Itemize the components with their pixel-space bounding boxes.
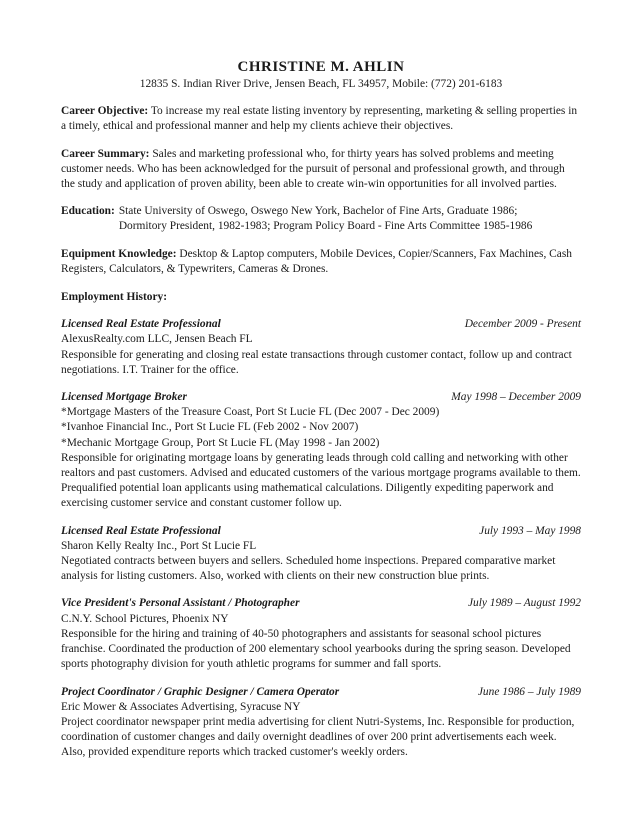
- job-entry: [61, 524, 581, 585]
- job-date: May 1998 – December 2009: [451, 391, 581, 404]
- equipment-text: Desktop & Laptop computers, Mobile Devices, Copier/Scanners, Fax Machines, Cash Registers, Calculators, & Typewriters, Cameras & Drones.: [61, 247, 572, 275]
- job-line: AlexusRealty.com LLC, Jensen Beach FL: [61, 333, 253, 346]
- career-summary-label: Career Summary:: [61, 147, 150, 160]
- job-title: Licensed Real Estate Professional: [61, 318, 221, 331]
- job-line: Responsible for generating and closing real estate transactions through customer contact, follow up and contract negotiations. I.T. Trainer for the office.: [61, 348, 572, 376]
- education-label: Education:: [61, 205, 115, 218]
- job-line: *Mortgage Masters of the Treasure Coast, Port St Lucie FL (Dec 2007 - Dec 2009): [61, 406, 440, 419]
- job-date: July 1989 – August 1992: [467, 597, 581, 610]
- job-line: *Ivanhoe Financial Inc., Port St Lucie FL (Feb 2002 - Nov 2007): [61, 421, 359, 434]
- education-section: [61, 204, 581, 234]
- job-line: C.N.Y. School Pictures, Phoenix NY: [61, 612, 229, 625]
- equipment-label: Equipment Knowledge:: [61, 247, 177, 260]
- career-objective-section: [61, 104, 581, 134]
- career-summary-text: Sales and marketing professional who, for thirty years has solved problems and meeting customer needs. Who has been acknowledged for the pursuit of personal and professional growth, and through the study and application of proven ability, been able to create win-win opportunities for all involved parties.: [61, 147, 565, 191]
- education-line: Dormitory President, 1982-1983; Program Policy Board - Fine Arts Committee 1985-1986: [118, 220, 533, 233]
- job-title: Licensed Mortgage Broker: [61, 391, 187, 404]
- job-date: July 1993 – May 1998: [479, 524, 581, 537]
- education-lines: [119, 204, 533, 234]
- career-objective-label: Career Objective:: [61, 105, 149, 118]
- job-entry: [61, 317, 581, 378]
- job-title: Licensed Real Estate Professional: [61, 524, 221, 537]
- career-summary-section: [61, 147, 581, 193]
- job-entry: [61, 596, 581, 672]
- job-line: Responsible for the hiring and training of 40-50 photographers and assistants for seasonal school pictures franchise. Coordinated the production of 200 elementary school yearbooks during the spring season. Developed sports photography division for youth athletic programs for summer and fall sports.: [61, 627, 571, 671]
- job-entry: [61, 685, 581, 761]
- education-line: State University of Oswego, Oswego New York, Bachelor of Fine Arts, Graduate 1986;: [118, 205, 518, 218]
- candidate-name: CHRISTINE M. AHLIN: [237, 59, 405, 75]
- contact-line: 12835 S. Indian River Drive, Jensen Beach, FL 34957, Mobile: (772) 201-6183: [139, 78, 503, 90]
- resume-page: [61, 58, 581, 761]
- job-line: Project coordinator newspaper print media advertising for client Nutri-Systems, Inc. Responsible for production, coordination of customer changes and daily overnight deadlines of over 200 print advertisements each week. Also, provided expenditure reports which tracked customer's weekly orders.: [61, 715, 575, 759]
- job-line: *Mechanic Mortgage Group, Port St Lucie FL (May 1998 - Jan 2002): [61, 436, 380, 449]
- job-date: June 1986 – July 1989: [477, 685, 581, 698]
- employment-heading: Employment History:: [61, 291, 167, 304]
- job-line: Responsible for originating mortgage loans by generating leads through cold calling and networking with other realtors and past customers. Advised and educated customers of the various mortgage programs available to them. Prequalified potential loan applicants using mathematical calculations. Diligently expediting paperwork and exercising customer service and constant customer follow up.: [61, 451, 581, 510]
- equipment-section: [61, 247, 581, 277]
- job-entry: [61, 390, 581, 512]
- job-line: Eric Mower & Associates Advertising, Syracuse NY: [61, 700, 301, 713]
- job-line: Sharon Kelly Realty Inc., Port St Lucie FL: [61, 539, 257, 552]
- career-objective-text: To increase my real estate listing inventory by representing, marketing & selling properties in a timely, ethical and professional manner and help my clients achieve their objectives.: [61, 105, 578, 133]
- job-title: Project Coordinator / Graphic Designer / Camera Operator: [61, 685, 340, 698]
- job-date: December 2009 - Present: [464, 318, 581, 331]
- job-line: Negotiated contracts between buyers and sellers. Scheduled home inspections. Prepared comparative market analysis for listing customers. Also, worked with clients on their new construction blue prints.: [61, 555, 556, 583]
- job-title: Vice President's Personal Assistant / Photographer: [61, 597, 300, 610]
